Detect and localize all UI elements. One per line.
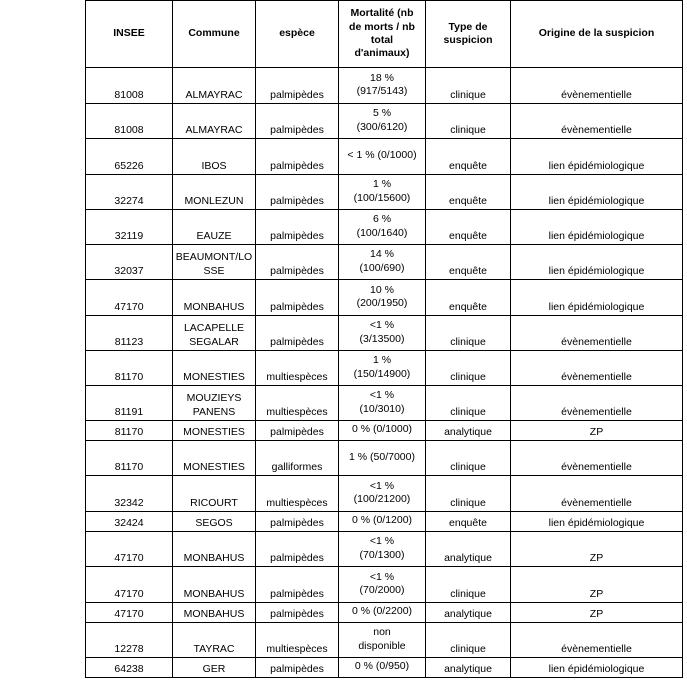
table-row (86, 623, 683, 658)
cell-espece: palmipèdes (256, 532, 339, 567)
table-row (86, 512, 683, 532)
cell-insee: 47170 (86, 280, 173, 316)
cell-commune: MONESTIES (173, 421, 256, 441)
cell-espece: palmipèdes (256, 68, 339, 104)
table-row (86, 386, 683, 421)
cell-espece: palmipèdes (256, 104, 339, 139)
cell-espece: palmipèdes (256, 316, 339, 351)
cell-origine: lien épidémiologique (511, 658, 683, 678)
header-origine-suspicion: Origine de la suspicion (511, 1, 683, 68)
cell-origine: lien épidémiologique (511, 139, 683, 175)
cell-mortalite: 1 % (50/7000) (339, 441, 426, 476)
cell-type-suspicion: clinique (426, 351, 511, 386)
cell-type-suspicion: analytique (426, 603, 511, 623)
cell-type-suspicion: clinique (426, 441, 511, 476)
cell-type-suspicion: clinique (426, 623, 511, 658)
cell-origine: lien épidémiologique (511, 512, 683, 532)
header-mortalite: Mortalité (nb de morts / nb total d'animaux) (339, 1, 426, 68)
cell-origine: ZP (511, 421, 683, 441)
cell-origine: évènementielle (511, 476, 683, 512)
cell-insee: 47170 (86, 567, 173, 603)
cell-origine: lien épidémiologique (511, 245, 683, 280)
table-row (86, 104, 683, 139)
table-row (86, 210, 683, 245)
cell-espece: galliformes (256, 441, 339, 476)
cell-commune: ALMAYRAC (173, 104, 256, 139)
cell-mortalite: < 1 % (0/1000) (339, 139, 426, 175)
cell-commune: EAUZE (173, 210, 256, 245)
cell-mortalite: 0 % (0/950) (339, 658, 426, 678)
cell-insee: 47170 (86, 532, 173, 567)
cell-type-suspicion: clinique (426, 104, 511, 139)
cell-espece: palmipèdes (256, 245, 339, 280)
cell-insee: 47170 (86, 603, 173, 623)
table-row (86, 68, 683, 104)
cell-commune: TAYRAC (173, 623, 256, 658)
table-row (86, 421, 683, 441)
cell-origine: évènementielle (511, 351, 683, 386)
table-row (86, 316, 683, 351)
cell-type-suspicion: enquête (426, 139, 511, 175)
cell-origine: évènementielle (511, 104, 683, 139)
cell-espece: palmipèdes (256, 175, 339, 210)
cell-type-suspicion: enquête (426, 280, 511, 316)
cell-espece: palmipèdes (256, 658, 339, 678)
cell-origine: évènementielle (511, 68, 683, 104)
cell-insee: 81191 (86, 386, 173, 421)
cell-insee: 32037 (86, 245, 173, 280)
cell-espece: palmipèdes (256, 421, 339, 441)
table-row (86, 245, 683, 280)
cell-mortalite: <1 % (100/21200) (339, 476, 426, 512)
cell-insee: 81170 (86, 351, 173, 386)
table-body (86, 68, 683, 678)
cell-commune: GER (173, 658, 256, 678)
cell-origine: ZP (511, 603, 683, 623)
table-header-row (86, 1, 683, 68)
cell-origine: lien épidémiologique (511, 175, 683, 210)
cell-mortalite: 0 % (0/2200) (339, 603, 426, 623)
cell-mortalite: 14 % (100/690) (339, 245, 426, 280)
cell-type-suspicion: enquête (426, 210, 511, 245)
table-row (86, 139, 683, 175)
cell-mortalite: 5 % (300/6120) (339, 104, 426, 139)
header-type-suspicion: Type de suspicion (426, 1, 511, 68)
cell-commune: RICOURT (173, 476, 256, 512)
cell-type-suspicion: enquête (426, 175, 511, 210)
cell-mortalite: <1 % (3/13500) (339, 316, 426, 351)
cell-mortalite: 0 % (0/1000) (339, 421, 426, 441)
cell-type-suspicion: analytique (426, 421, 511, 441)
cell-commune: BEAUMONT/LO SSE (173, 245, 256, 280)
cell-origine: évènementielle (511, 316, 683, 351)
cell-mortalite: 18 % (917/5143) (339, 68, 426, 104)
cell-insee: 32119 (86, 210, 173, 245)
cell-insee: 65226 (86, 139, 173, 175)
cell-insee: 32274 (86, 175, 173, 210)
cell-espece: multiespèces (256, 351, 339, 386)
cell-type-suspicion: clinique (426, 476, 511, 512)
cell-type-suspicion: clinique (426, 386, 511, 421)
cell-commune: IBOS (173, 139, 256, 175)
cell-espece: palmipèdes (256, 512, 339, 532)
cell-type-suspicion: clinique (426, 567, 511, 603)
cell-insee: 32342 (86, 476, 173, 512)
cell-commune: MONBAHUS (173, 567, 256, 603)
table-row (86, 532, 683, 567)
cell-mortalite: 0 % (0/1200) (339, 512, 426, 532)
cell-insee: 81170 (86, 441, 173, 476)
cell-commune: MONESTIES (173, 351, 256, 386)
cell-origine: évènementielle (511, 441, 683, 476)
cell-type-suspicion: analytique (426, 532, 511, 567)
cell-insee: 12278 (86, 623, 173, 658)
cell-espece: multiespèces (256, 476, 339, 512)
cell-commune: LACAPELLE SEGALAR (173, 316, 256, 351)
header-insee: INSEE (86, 1, 173, 68)
table-row (86, 603, 683, 623)
table-row (86, 175, 683, 210)
cell-mortalite: 10 % (200/1950) (339, 280, 426, 316)
cell-origine: lien épidémiologique (511, 210, 683, 245)
suspicion-table (85, 0, 683, 678)
cell-espece: multiespèces (256, 386, 339, 421)
cell-mortalite: non disponible (339, 623, 426, 658)
cell-espece: palmipèdes (256, 139, 339, 175)
cell-espece: palmipèdes (256, 567, 339, 603)
cell-origine: ZP (511, 532, 683, 567)
cell-origine: ZP (511, 567, 683, 603)
cell-insee: 81123 (86, 316, 173, 351)
cell-commune: MONBAHUS (173, 280, 256, 316)
table-row (86, 351, 683, 386)
cell-mortalite: <1 % (70/2000) (339, 567, 426, 603)
cell-commune: MONESTIES (173, 441, 256, 476)
cell-insee: 64238 (86, 658, 173, 678)
cell-mortalite: <1 % (70/1300) (339, 532, 426, 567)
cell-mortalite: 1 % (150/14900) (339, 351, 426, 386)
table-row (86, 280, 683, 316)
table-row (86, 658, 683, 678)
cell-commune: MONBAHUS (173, 603, 256, 623)
table-row (86, 476, 683, 512)
cell-insee: 32424 (86, 512, 173, 532)
header-espece: espèce (256, 1, 339, 68)
cell-mortalite: 6 % (100/1640) (339, 210, 426, 245)
cell-commune: ALMAYRAC (173, 68, 256, 104)
cell-type-suspicion: enquête (426, 245, 511, 280)
cell-origine: évènementielle (511, 386, 683, 421)
cell-commune: MOUZIEYS PANENS (173, 386, 256, 421)
cell-type-suspicion: analytique (426, 658, 511, 678)
cell-type-suspicion: enquête (426, 512, 511, 532)
cell-mortalite: 1 % (100/15600) (339, 175, 426, 210)
cell-commune: MONBAHUS (173, 532, 256, 567)
cell-insee: 81008 (86, 104, 173, 139)
cell-insee: 81008 (86, 68, 173, 104)
cell-commune: MONLEZUN (173, 175, 256, 210)
cell-espece: palmipèdes (256, 210, 339, 245)
cell-mortalite: <1 % (10/3010) (339, 386, 426, 421)
cell-espece: palmipèdes (256, 603, 339, 623)
cell-insee: 81170 (86, 421, 173, 441)
cell-type-suspicion: clinique (426, 68, 511, 104)
table-row (86, 567, 683, 603)
cell-espece: multiespèces (256, 623, 339, 658)
cell-espece: palmipèdes (256, 280, 339, 316)
header-commune: Commune (173, 1, 256, 68)
table-row (86, 441, 683, 476)
cell-origine: évènementielle (511, 623, 683, 658)
cell-type-suspicion: clinique (426, 316, 511, 351)
cell-origine: lien épidémiologique (511, 280, 683, 316)
cell-commune: SEGOS (173, 512, 256, 532)
